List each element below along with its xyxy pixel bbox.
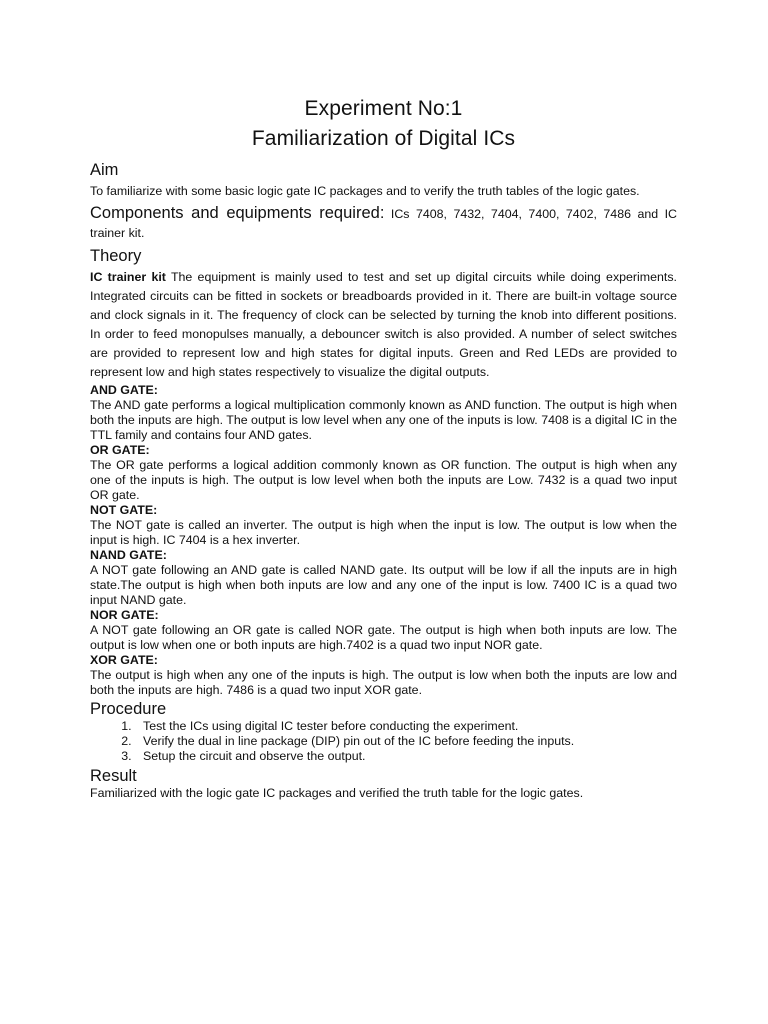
gate-heading: NOT GATE:	[90, 503, 158, 517]
procedure-section	[90, 699, 677, 764]
components-paragraph	[90, 204, 677, 243]
aim-text: To familiarize with some basic logic gate IC packages and to verify the truth tables of the logic gates.	[90, 184, 640, 198]
gate-text: A NOT gate following an AND gate is called NAND gate. Its output will be low if all the inputs are in high state.The output is high when both inputs are low and any one of the input is low. 7400 IC is a quad two input NAND gate.	[90, 563, 677, 607]
result-heading: Result	[90, 767, 137, 785]
procedure-step: 1. Test the ICs using digital IC tester before conducting the experiment.	[135, 719, 677, 734]
gate-not	[90, 503, 677, 548]
theory-section	[90, 246, 677, 382]
components-text: ICs 7408, 7432, 7404, 7400, 7402, 7486 and IC trainer kit.	[90, 207, 678, 240]
gates-section	[90, 383, 677, 698]
components-colon: :	[379, 204, 385, 222]
gate-text: A NOT gate following an OR gate is called NOR gate. The output is high when both inputs are low. The output is low when one or both inputs are high.7402 is a quad two input NOR gate.	[90, 623, 677, 652]
gate-heading: OR GATE:	[90, 443, 150, 457]
components-heading: Components and equipments required	[90, 204, 380, 222]
theory-lead: IC trainer kit	[90, 270, 166, 284]
theory-paragraph	[90, 268, 677, 382]
gate-xor	[90, 653, 677, 698]
result-section	[90, 766, 677, 801]
gate-heading: NOR GATE:	[90, 608, 159, 622]
experiment-number-title: Experiment No:1	[304, 97, 463, 120]
procedure-step: 3. Setup the circuit and observe the output.	[135, 749, 677, 764]
gate-or	[90, 443, 677, 503]
gate-text: The NOT gate is called an inverter. The output is high when the input is low. The output is low when the input is high. IC 7404 is a hex inverter.	[90, 518, 677, 547]
gate-text: The AND gate performs a logical multiplication commonly known as AND function. The output is high when both the inputs are high. The output is low level when any one of the inputs is low. 7408 is a digital IC in the TTL family and contains four AND gates.	[90, 398, 677, 442]
gate-heading: XOR GATE:	[90, 653, 158, 667]
gate-and	[90, 383, 677, 443]
title-block	[90, 94, 677, 154]
gate-nand	[90, 548, 677, 608]
procedure-step: 2. Verify the dual in line package (DIP) pin out of the IC before feeding the inputs.	[135, 734, 677, 749]
document-page	[90, 94, 677, 801]
gate-text: The OR gate performs a logical addition commonly known as OR function. The output is high when any one of the inputs is high. The output is low level when both the inputs are Low. 7432 is a quad two input OR gate.	[90, 458, 677, 502]
gate-text: The output is high when any one of the inputs is high. The output is low when both the inputs are low and both the inputs are high. 7486 is a quad two input XOR gate.	[90, 668, 677, 697]
theory-heading: Theory	[90, 247, 142, 265]
experiment-name-title: Familiarization of Digital ICs	[251, 127, 516, 150]
theory-text: The equipment is mainly used to test and set up digital circuits while doing experiments. Integrated circuits can be fitted in sockets or breadboards provided in it. There are built-in voltage source and clock signals in it. The frequency of clock can be selected by turning the knob into different positions. In order to feed monopulses manually, a debouncer switch is also provided. A number of select switches are provided to represent low and high states for digital inputs. Green and Red LEDs are provided to represent low and high states respectively to visualize the digital outputs.	[90, 270, 677, 379]
procedure-list	[90, 719, 677, 764]
gate-nor	[90, 608, 677, 653]
procedure-heading: Procedure	[90, 700, 167, 718]
aim-heading: Aim	[90, 161, 119, 179]
gate-heading: AND GATE:	[90, 383, 158, 397]
result-text: Familiarized with the logic gate IC packages and verified the truth table for the logic gates.	[90, 786, 584, 800]
aim-section	[90, 160, 677, 201]
components-section	[90, 204, 677, 243]
gate-heading: NAND GATE:	[90, 548, 167, 562]
